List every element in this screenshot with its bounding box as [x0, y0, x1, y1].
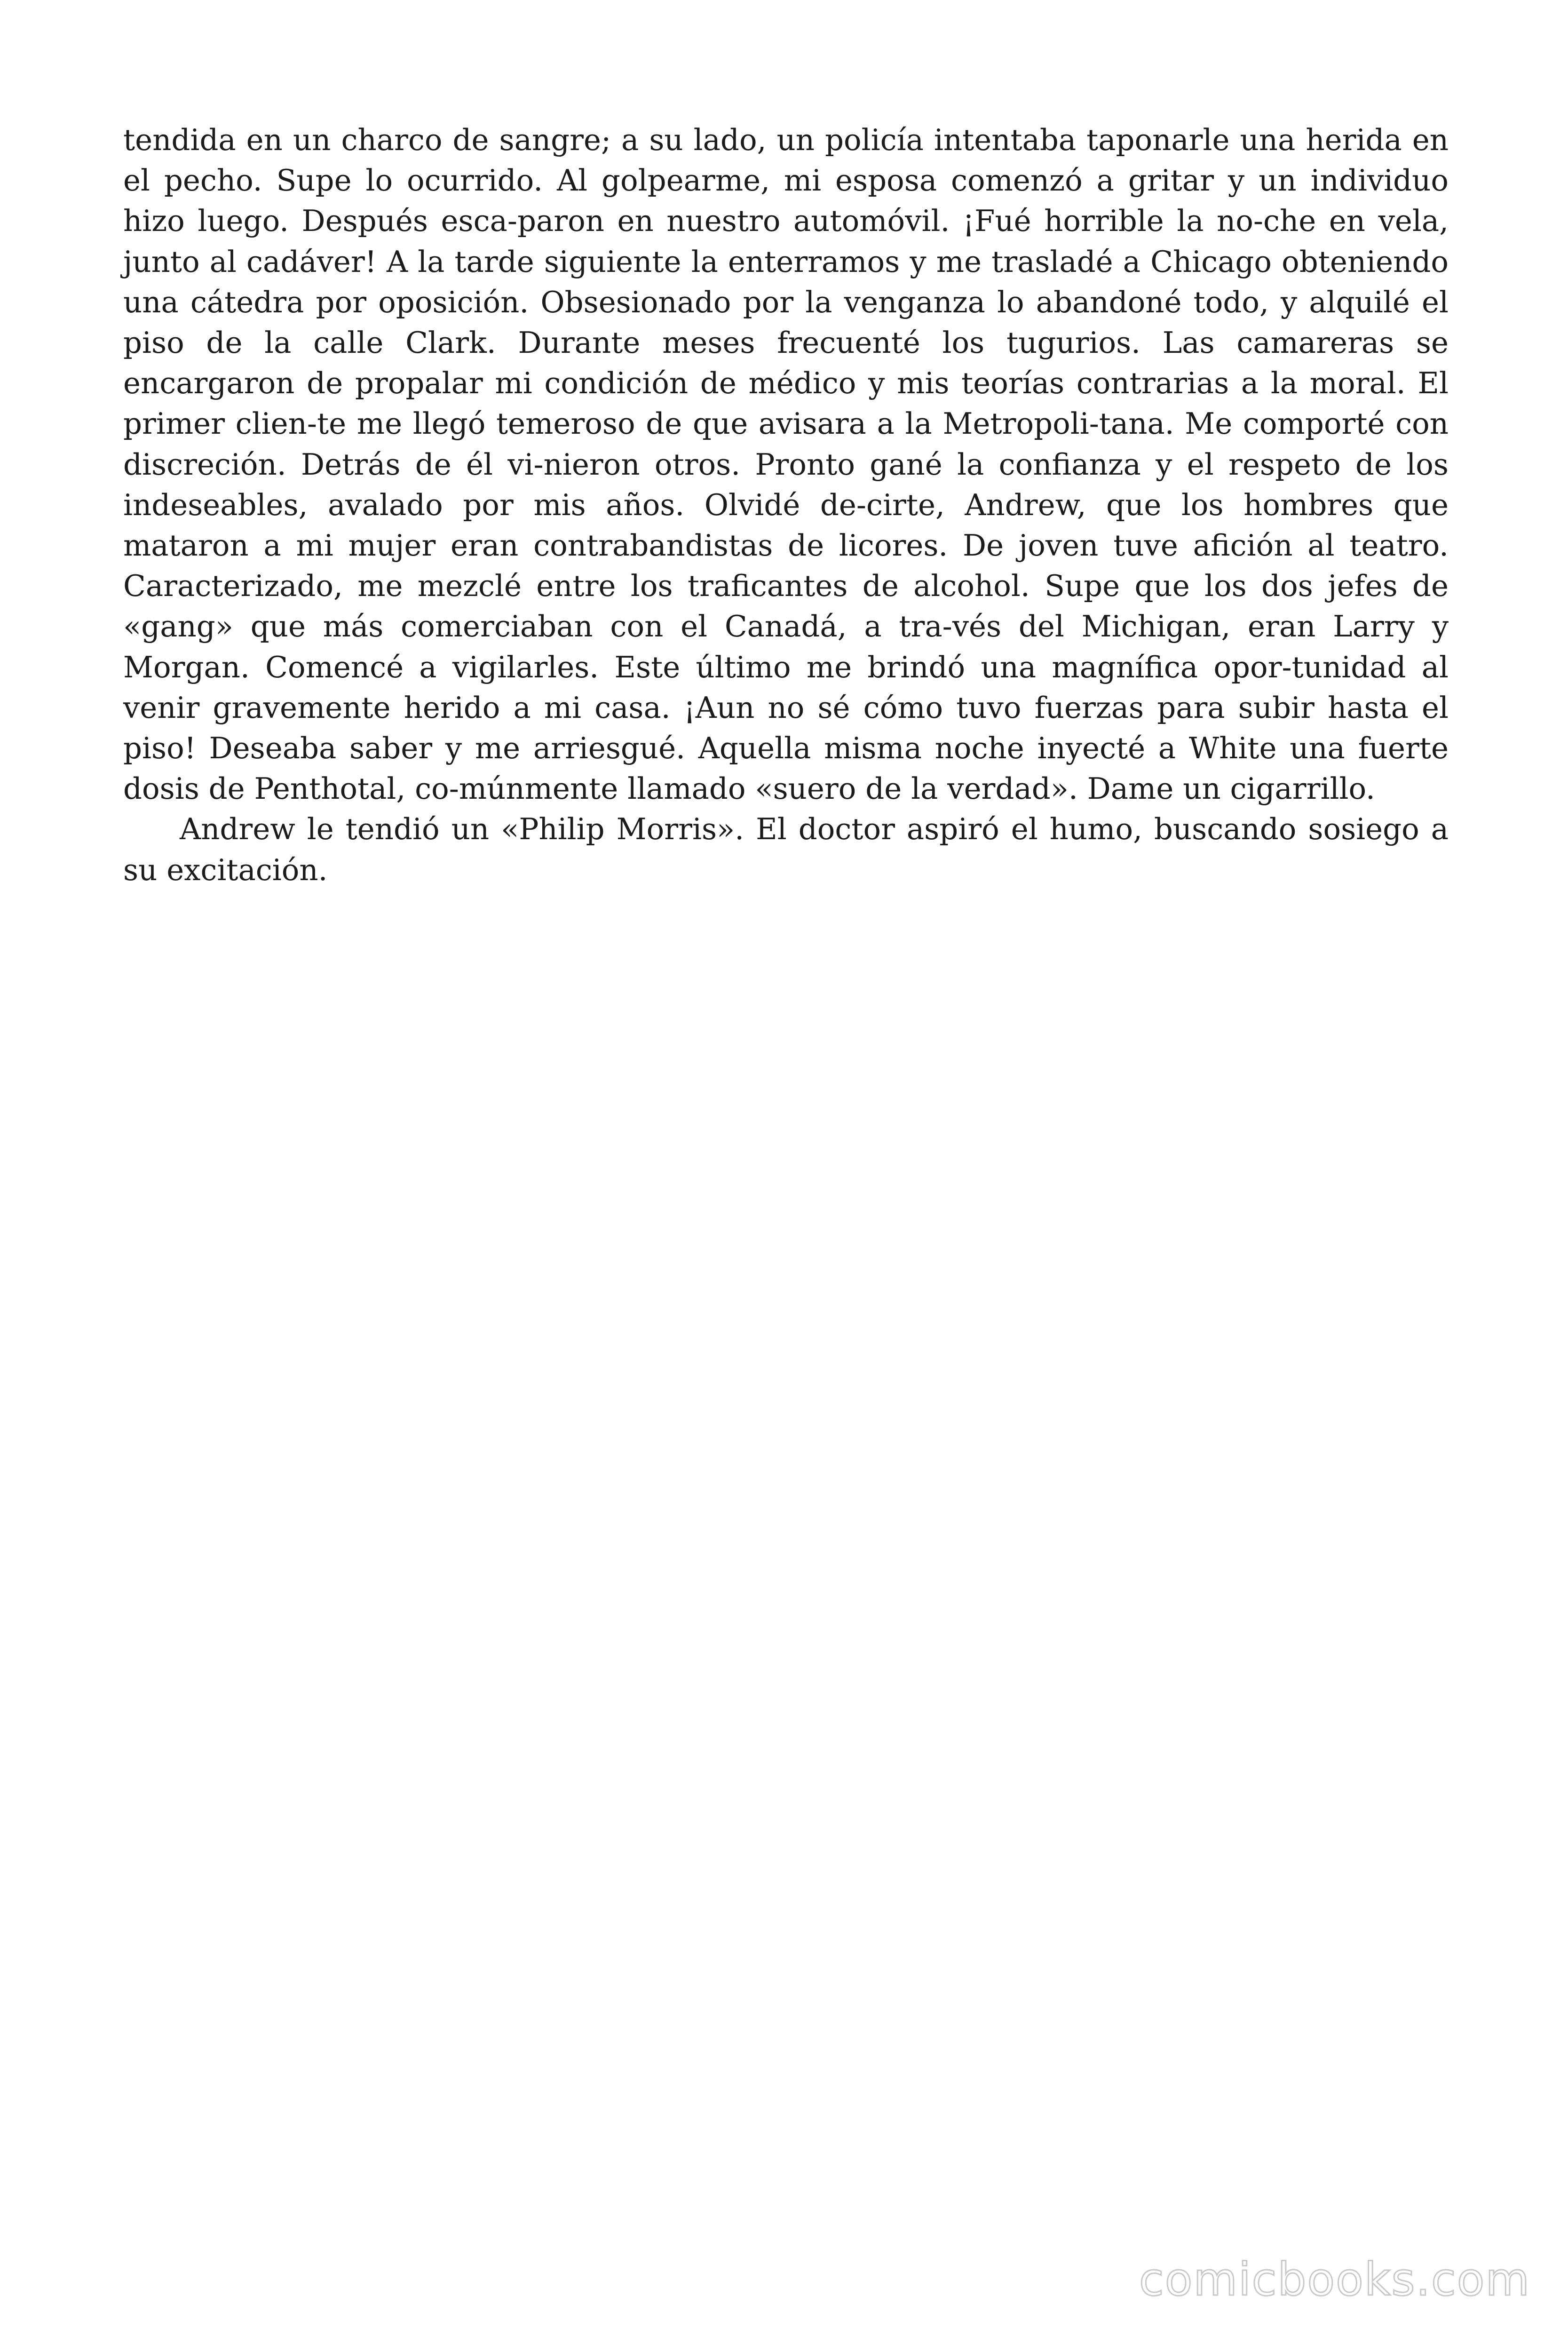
watermark-text: comicbooks.com [1139, 2253, 1530, 2306]
paragraph-1: tendida en un charco de sangre; a su lado, un policía intentaba taponarle una herida en el pecho. Supe lo ocurrido. Al golpearme, mi esposa comenzó a gritar y un individuo hizo luego. Después esca-paron en nuestro automóvil. ¡Fué horrible la no-che en vela, junto al cadáver! A la tarde siguiente la enterramos y me trasladé a Chicago obteniendo una cátedra por oposición. Obsesionado por la venganza lo abandoné todo, y alquilé el piso de la calle Clark. Durante meses frecuenté los tugurios. Las camareras se encargaron de propalar mi condición de médico y mis teorías contrarias a la moral. El primer clien-te me llegó temeroso de que avisara a la Metropoli-tana. Me comporté con discreción. Detrás de él vi-nieron otros. Pronto gané la confianza y el respeto de los indeseables, avalado por mis años. Olvidé de-cirte, Andrew, que los hombres que mataron a mi mujer eran contrabandistas de licores. De joven tuve afición al teatro. Caracterizado, me mezclé entre los traficantes de alcohol. Supe que los dos jefes de «gang» que más comerciaban con el Canadá, a tra-vés del Michigan, eran Larry y Morgan. Comencé a vigilarles. Este último me brindó una magnífica opor-tunidad al venir gravemente herido a mi casa. ¡Aun no sé cómo tuvo fuerzas para subir hasta el piso! Deseaba saber y me arriesgué. Aquella misma noche inyecté a White una fuerte dosis de Penthotal, co-múnmente llamado «suero de la verdad». Dame un cigarrillo. [123, 123, 1449, 806]
page-text-block [123, 120, 1449, 890]
paragraph-2: Andrew le tendió un «Philip Morris». El doctor aspiró el humo, buscando sosiego a su excitación. [123, 812, 1449, 887]
